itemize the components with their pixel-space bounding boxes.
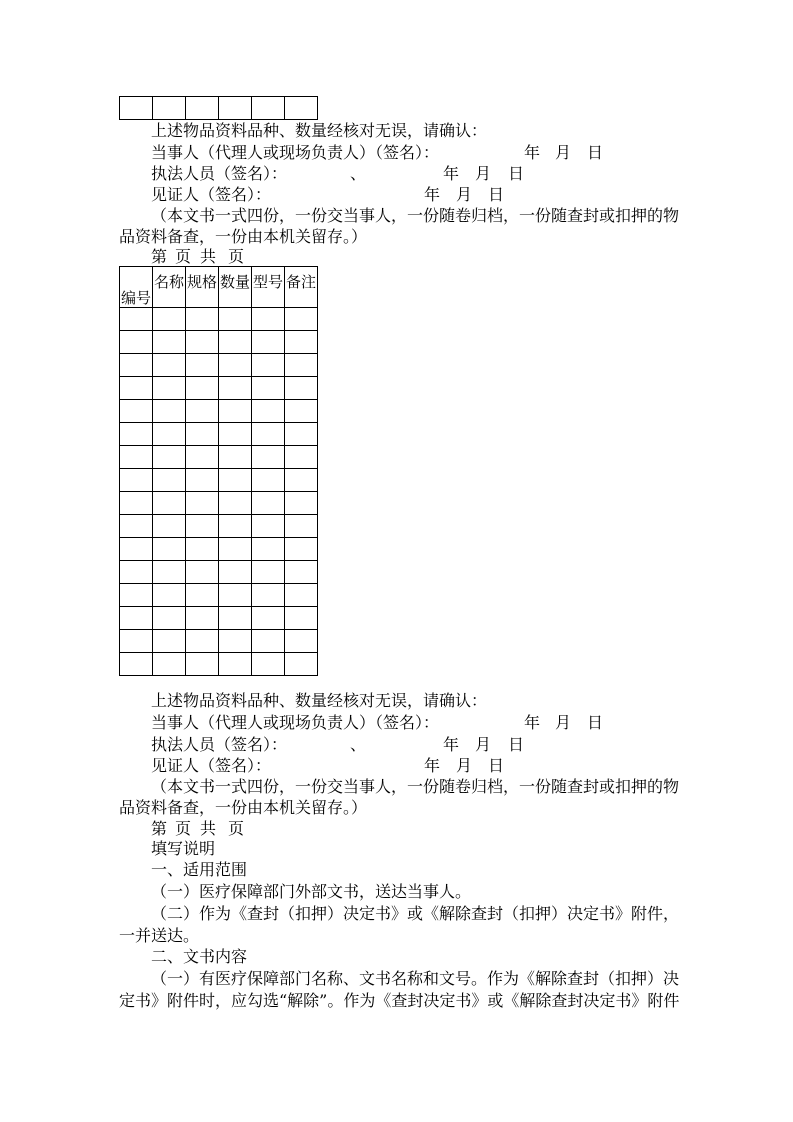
note-line-1: （本文书一式四份，一份交当事人，一份随卷归档，一份随查封或扣押的物 bbox=[151, 206, 680, 225]
table-cell bbox=[285, 469, 318, 492]
table-cell bbox=[252, 492, 285, 515]
page-label-di: 第 bbox=[151, 819, 168, 838]
officer-signature-label: 执法人员（签名）： bbox=[151, 735, 288, 754]
table-row bbox=[120, 423, 318, 446]
table-cell bbox=[285, 607, 318, 630]
table-cell bbox=[285, 354, 318, 377]
page-label-gong: 共 bbox=[200, 819, 217, 838]
date-month: 月 bbox=[456, 756, 473, 775]
table-row bbox=[120, 97, 318, 120]
table-cell bbox=[285, 653, 318, 676]
table-cell bbox=[186, 97, 219, 120]
date-year: 年 bbox=[424, 185, 441, 204]
table-cell bbox=[219, 354, 252, 377]
table-row bbox=[120, 515, 318, 538]
table-cell bbox=[153, 331, 186, 354]
table-cell bbox=[252, 584, 285, 607]
table-cell bbox=[186, 561, 219, 584]
table-cell bbox=[252, 446, 285, 469]
party-signature-label: 当事人（代理人或现场负责人）（签名）： bbox=[151, 713, 440, 732]
column-header-model bbox=[252, 267, 285, 308]
scope-item-2-line-2: 一并送达。 bbox=[119, 926, 200, 945]
table-row bbox=[120, 331, 318, 354]
table-cell bbox=[186, 653, 219, 676]
witness-signature-label: 见证人（签名）： bbox=[151, 756, 272, 775]
table-row bbox=[120, 561, 318, 584]
table-cell bbox=[285, 446, 318, 469]
table-cell bbox=[120, 354, 153, 377]
column-header-quantity bbox=[219, 267, 252, 308]
table-cell bbox=[219, 515, 252, 538]
date-day: 日 bbox=[508, 164, 525, 183]
top-table-remnant bbox=[119, 96, 318, 120]
table-cell bbox=[252, 469, 285, 492]
table-cell bbox=[252, 308, 285, 331]
table-cell bbox=[285, 561, 318, 584]
column-header-number bbox=[120, 267, 153, 308]
note-line-2: 品资料备查，一份由本机关留存。） bbox=[119, 227, 368, 246]
confirm-text: 上述物品资料品种、数量经核对无误，请确认： bbox=[151, 121, 488, 140]
table-cell bbox=[219, 308, 252, 331]
note-line-1: （本文书一式四份，一份交当事人，一份随卷归档，一份随查封或扣押的物 bbox=[151, 777, 680, 796]
table-cell bbox=[120, 607, 153, 630]
table-cell bbox=[252, 97, 285, 120]
date-year: 年 bbox=[443, 735, 460, 754]
date-month: 月 bbox=[555, 143, 572, 162]
header-label: 型号 bbox=[252, 273, 283, 291]
date-month: 月 bbox=[555, 713, 572, 732]
page-label-di: 第 bbox=[151, 247, 168, 266]
table-cell bbox=[219, 446, 252, 469]
table-cell bbox=[252, 400, 285, 423]
table-cell bbox=[285, 584, 318, 607]
table-cell bbox=[120, 653, 153, 676]
table-cell bbox=[120, 492, 153, 515]
header-label: 备注 bbox=[285, 273, 316, 291]
date-day: 日 bbox=[488, 185, 505, 204]
table-cell bbox=[219, 469, 252, 492]
table-cell bbox=[219, 538, 252, 561]
date-day: 日 bbox=[587, 143, 604, 162]
date-year: 年 bbox=[524, 143, 541, 162]
header-label: 编号 bbox=[120, 289, 151, 307]
table-cell bbox=[120, 377, 153, 400]
date-day: 日 bbox=[508, 735, 525, 754]
table-cell bbox=[219, 377, 252, 400]
table-cell bbox=[120, 561, 153, 584]
table-cell bbox=[219, 607, 252, 630]
table-cell bbox=[219, 584, 252, 607]
table-cell bbox=[285, 97, 318, 120]
table-cell bbox=[186, 538, 219, 561]
scope-item-2-line-1: （二）作为《查封（扣押）决定书》或《解除查封（扣押）决定书》附件， bbox=[151, 904, 680, 923]
table-cell bbox=[120, 97, 153, 120]
table-cell bbox=[252, 607, 285, 630]
table-cell bbox=[120, 331, 153, 354]
table-row bbox=[120, 607, 318, 630]
table-cell bbox=[186, 607, 219, 630]
table-row bbox=[120, 469, 318, 492]
table-row bbox=[120, 377, 318, 400]
table-cell bbox=[252, 630, 285, 653]
confirm-text: 上述物品资料品种、数量经核对无误，请确认： bbox=[151, 691, 488, 710]
table-cell bbox=[186, 515, 219, 538]
table-cell bbox=[153, 308, 186, 331]
page-label-ye: 页 bbox=[175, 247, 192, 266]
table-cell bbox=[186, 423, 219, 446]
date-year: 年 bbox=[443, 164, 460, 183]
witness-signature-label: 见证人（签名）： bbox=[151, 185, 272, 204]
table-cell bbox=[153, 630, 186, 653]
table-cell bbox=[252, 354, 285, 377]
table-cell bbox=[186, 446, 219, 469]
table-cell bbox=[153, 377, 186, 400]
table-row bbox=[120, 354, 318, 377]
table-cell bbox=[120, 423, 153, 446]
table-cell bbox=[252, 653, 285, 676]
table-cell bbox=[153, 469, 186, 492]
date-day: 日 bbox=[488, 756, 505, 775]
table-cell bbox=[285, 423, 318, 446]
table-cell bbox=[285, 308, 318, 331]
table-cell bbox=[186, 354, 219, 377]
header-label: 名称 bbox=[153, 273, 184, 291]
page-label-ye: 页 bbox=[228, 819, 245, 838]
section-heading-scope: 一、适用范围 bbox=[151, 860, 248, 879]
column-header-name bbox=[153, 267, 186, 308]
table-header-row bbox=[120, 267, 318, 308]
table-cell bbox=[186, 331, 219, 354]
table-row bbox=[120, 308, 318, 331]
date-year: 年 bbox=[424, 756, 441, 775]
table-cell bbox=[252, 377, 285, 400]
table-cell bbox=[186, 584, 219, 607]
table-cell bbox=[219, 97, 252, 120]
date-year: 年 bbox=[524, 713, 541, 732]
table-cell bbox=[153, 607, 186, 630]
header-label: 规格 bbox=[186, 273, 217, 291]
separator-comma: 、 bbox=[350, 164, 367, 183]
table-cell bbox=[153, 423, 186, 446]
separator-comma: 、 bbox=[350, 735, 367, 754]
party-signature-label: 当事人（代理人或现场负责人）（签名）： bbox=[151, 143, 440, 162]
page-label-gong: 共 bbox=[200, 247, 217, 266]
table-cell bbox=[285, 377, 318, 400]
table-cell bbox=[120, 469, 153, 492]
table-cell bbox=[285, 331, 318, 354]
table-cell bbox=[153, 492, 186, 515]
officer-signature-label: 执法人员（签名）： bbox=[151, 164, 288, 183]
table-cell bbox=[285, 630, 318, 653]
items-table bbox=[119, 266, 318, 676]
instructions-title: 填写说明 bbox=[151, 839, 216, 858]
table-cell bbox=[120, 515, 153, 538]
table-cell bbox=[153, 584, 186, 607]
date-month: 月 bbox=[456, 185, 473, 204]
table-cell bbox=[186, 377, 219, 400]
table-cell bbox=[219, 400, 252, 423]
table-cell bbox=[153, 538, 186, 561]
table-cell bbox=[120, 308, 153, 331]
table-cell bbox=[120, 584, 153, 607]
table-row bbox=[120, 400, 318, 423]
table-cell bbox=[153, 561, 186, 584]
table-cell bbox=[219, 492, 252, 515]
column-header-spec bbox=[186, 267, 219, 308]
table-cell bbox=[153, 354, 186, 377]
table-cell bbox=[219, 331, 252, 354]
table-cell bbox=[186, 630, 219, 653]
table-cell bbox=[252, 538, 285, 561]
table-cell bbox=[285, 515, 318, 538]
note-line-2: 品资料备查，一份由本机关留存。） bbox=[119, 798, 368, 817]
table-cell bbox=[186, 308, 219, 331]
table-row bbox=[120, 446, 318, 469]
column-header-remarks bbox=[285, 267, 318, 308]
table-cell bbox=[153, 515, 186, 538]
table-row bbox=[120, 653, 318, 676]
table-row bbox=[120, 538, 318, 561]
table-cell bbox=[252, 423, 285, 446]
content-item-1-line-2: 定书》附件时，应勾选“解除”。作为《查封决定书》或《解除查封决定书》附件 bbox=[119, 991, 680, 1010]
section-heading-content: 二、文书内容 bbox=[151, 947, 248, 966]
date-day: 日 bbox=[587, 713, 604, 732]
table-cell bbox=[153, 653, 186, 676]
date-month: 月 bbox=[475, 164, 492, 183]
table-cell bbox=[252, 515, 285, 538]
table-cell bbox=[186, 400, 219, 423]
table-cell bbox=[285, 400, 318, 423]
table-cell bbox=[186, 492, 219, 515]
table-cell bbox=[153, 400, 186, 423]
table-cell bbox=[219, 561, 252, 584]
page-label-ye: 页 bbox=[228, 247, 245, 266]
table-cell bbox=[219, 630, 252, 653]
table-cell bbox=[219, 653, 252, 676]
table-row bbox=[120, 584, 318, 607]
scope-item-1: （一）医疗保障部门外部文书，送达当事人。 bbox=[151, 882, 472, 901]
table-cell bbox=[252, 331, 285, 354]
table-cell bbox=[186, 469, 219, 492]
content-item-1-line-1: （一）有医疗保障部门名称、文书名称和文号。作为《解除查封（扣押）决 bbox=[151, 969, 680, 988]
table-cell bbox=[285, 538, 318, 561]
table-cell bbox=[285, 492, 318, 515]
table-cell bbox=[219, 423, 252, 446]
table-cell bbox=[120, 400, 153, 423]
table-cell bbox=[252, 561, 285, 584]
table-cell bbox=[153, 446, 186, 469]
table-cell bbox=[120, 538, 153, 561]
table-cell bbox=[120, 446, 153, 469]
table-cell bbox=[153, 97, 186, 120]
table-row bbox=[120, 630, 318, 653]
header-label: 数量 bbox=[219, 273, 250, 291]
page-label-ye: 页 bbox=[175, 819, 192, 838]
table-cell bbox=[120, 630, 153, 653]
table-row bbox=[120, 492, 318, 515]
date-month: 月 bbox=[475, 735, 492, 754]
